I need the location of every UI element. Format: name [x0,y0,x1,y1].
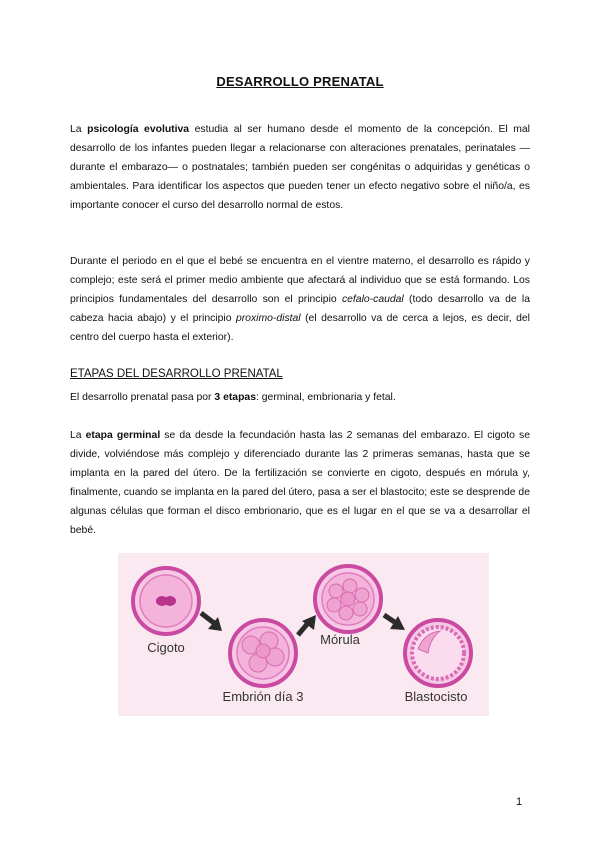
embryo-day3-label: Embrión día 3 [222,689,304,704]
embryo-day3-cell-icon [230,620,296,686]
p1-bold-term: psicología evolutiva [87,124,190,135]
germinal-stage-paragraph [70,426,530,540]
morula-cell-icon [315,566,381,632]
p3-bold-term: 3 etapas [214,392,256,403]
p2-italic-proximo-distal: proximo-distal [235,313,301,324]
development-principles-paragraph [70,252,530,347]
page-title: DESARROLLO PRENATAL [216,74,384,89]
p2-text-3: (el desarrollo va de cerca a lejos, es decir, del centro del cuerpo hasta el exterior). [70,313,530,343]
blastocyst-cell-icon [405,620,471,686]
p2-text-1: Durante el periodo en el que el bebé se encuentra en el vientre materno, el desarrollo es rápido y complejo; este será el primer medio ambiente que afectará al individuo que se está formando. Los principios fundamentales del desarrollo son el principio [70,256,530,305]
zygote-cell-icon [133,568,199,634]
p1-text-end: estudia al ser humano desde el momento de la concepción. El mal desarrollo de los infantes pueden llegar a relacionarse con alteraciones prenatales, perinatales —durante el embarazo— o postnatales; también pueden ser congénitas o adquiridas y genéticas o ambientales. Para identificar los aspectos que pueden tener un efecto negativo sobre el niño/a, es importante conocer el curso del desarrollo normal de estos. [70,124,530,211]
p2-text-2: (todo desarrollo va de la cabeza hacia abajo) y el principio [70,294,530,324]
page-number: 1 [516,796,523,808]
morula-label: Mórula [320,632,360,647]
section-heading: ETAPAS DEL DESARROLLO PRENATAL [70,368,283,380]
p2-italic-cefalo-caudal: cefalo-caudal [341,294,404,305]
stages-paragraph [70,388,530,407]
p1-text-start: La [70,124,88,135]
intro-paragraph [70,120,530,215]
blastocyst-label: Blastocisto [404,689,468,704]
germinal-stage-figure [118,553,489,716]
p3-text-start: El desarrollo prenatal pasa por [70,392,215,403]
zygote-label: Cigoto [147,640,185,655]
p4-bold-term: etapa germinal [85,430,161,441]
p4-text-end: se da desde la fecundación hasta las 2 semanas del embarazo. El cigoto se divide, volviéndose más complejo y diferenciado durante las 2 primeras semanas, hasta que se implanta en la pared del útero. De la fertilización se convierte en cigoto, después en mórula y, finalmente, cuando se implanta en la pared del útero, pasa a ser el blastocito; este se desprende de algunas células que forman el disco embrionario, que es el lugar en el que se va a desarrollar el bebé. [70,430,530,536]
p4-text-start: La [70,430,86,441]
p3-text-end: : germinal, embrionaria y fetal. [256,392,396,403]
